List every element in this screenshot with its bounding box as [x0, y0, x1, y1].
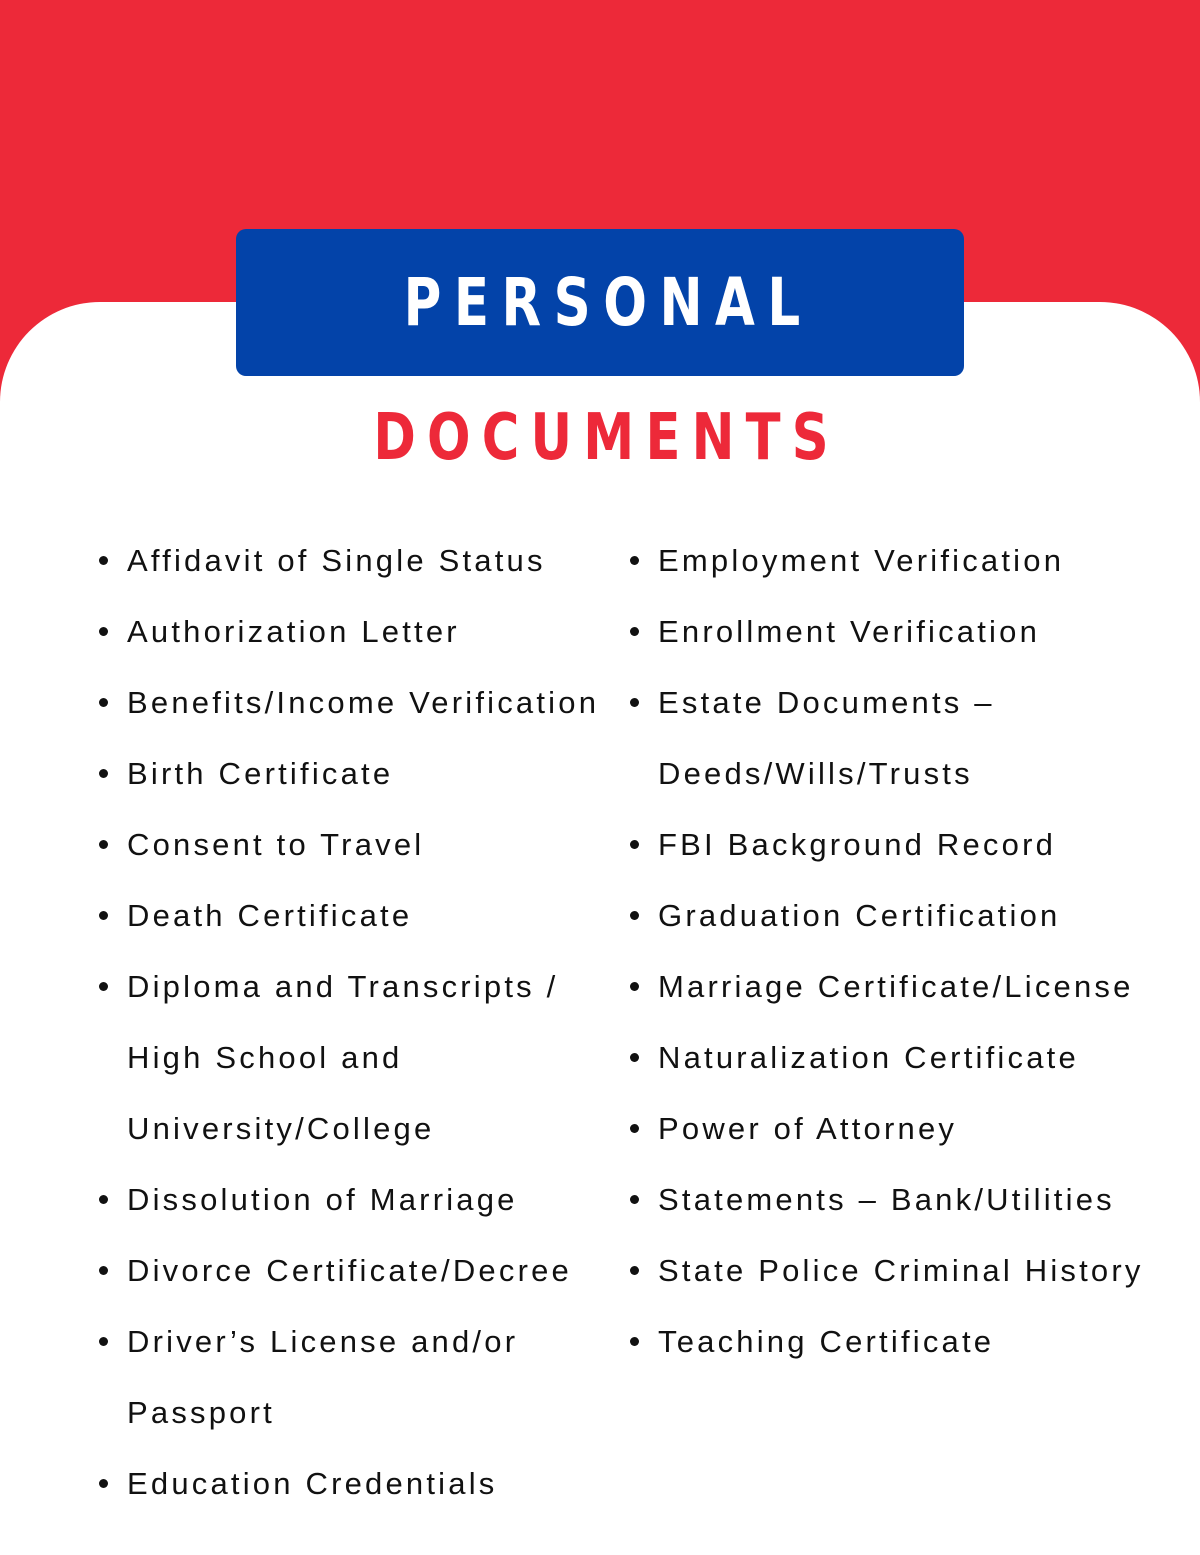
list-item	[627, 809, 1187, 880]
list-item	[96, 1306, 616, 1448]
bullet-icon	[630, 1124, 639, 1133]
list-item-text: Estate Documents –	[658, 685, 995, 720]
list-item-text: Benefits/Income Verification	[127, 685, 600, 720]
list-item-text: Driver’s License and/or	[127, 1324, 519, 1359]
page-subtitle-text: DOCUMENTS	[373, 401, 841, 475]
list-item	[627, 525, 1187, 596]
bullet-icon	[99, 698, 108, 707]
document-list-left	[96, 525, 616, 1519]
list-item-text: FBI Background Record	[658, 827, 1057, 862]
list-item-text: Deeds/Wills/Trusts	[658, 756, 973, 791]
list-item-text: Consent to Travel	[127, 827, 425, 862]
list-item	[96, 809, 616, 880]
list-item-text: Dissolution of Marriage	[127, 1182, 518, 1217]
list-item	[627, 1164, 1187, 1235]
list-item-text: High School and	[127, 1040, 403, 1075]
bullet-icon	[630, 1053, 639, 1062]
bullet-icon	[630, 556, 639, 565]
list-item	[627, 1022, 1187, 1093]
bullet-icon	[630, 627, 639, 636]
list-item-text: Power of Attorney	[658, 1111, 958, 1146]
bullet-icon	[630, 1195, 639, 1204]
bullet-icon	[630, 911, 639, 920]
list-item-text: Passport	[127, 1395, 275, 1430]
bullet-icon	[630, 1337, 639, 1346]
list-item-text: Statements – Bank/Utilities	[658, 1182, 1115, 1217]
list-item-text: Diploma and Transcripts /	[127, 969, 559, 1004]
bullet-icon	[99, 982, 108, 991]
list-item	[627, 1093, 1187, 1164]
list-item-text: Birth Certificate	[127, 756, 394, 791]
list-item	[627, 667, 1187, 809]
bullet-icon	[630, 982, 639, 991]
list-item	[627, 951, 1187, 1022]
bullet-icon	[99, 627, 108, 636]
list-item-text: Naturalization Certificate	[658, 1040, 1079, 1075]
list-item	[96, 880, 616, 951]
list-item-text: Marriage Certificate/License	[658, 969, 1134, 1004]
list-item	[96, 596, 616, 667]
list-item	[96, 525, 616, 596]
list-item-text: Graduation Certification	[658, 898, 1061, 933]
list-item	[627, 596, 1187, 667]
bullet-icon	[630, 1266, 639, 1275]
list-item	[96, 667, 616, 738]
list-item-text: Employment Verification	[658, 543, 1065, 578]
list-item-text: Teaching Certificate	[658, 1324, 995, 1359]
list-item-text: Enrollment Verification	[658, 614, 1041, 649]
document-list-right	[627, 525, 1187, 1377]
page-title: PERSONAL	[403, 263, 813, 341]
list-item	[627, 1306, 1187, 1377]
bullet-icon	[99, 840, 108, 849]
list-item	[96, 738, 616, 809]
list-item-text: Authorization Letter	[127, 614, 460, 649]
bullet-icon	[99, 1337, 108, 1346]
list-item	[96, 1235, 616, 1306]
list-item	[96, 951, 616, 1164]
list-item	[96, 1448, 616, 1519]
list-item-text: Death Certificate	[127, 898, 413, 933]
bullet-icon	[99, 1479, 108, 1488]
bullet-icon	[630, 840, 639, 849]
list-item	[96, 1164, 616, 1235]
list-item	[627, 880, 1187, 951]
bullet-icon	[99, 1266, 108, 1275]
list-item	[627, 1235, 1187, 1306]
list-item-text: Divorce Certificate/Decree	[127, 1253, 572, 1288]
bullet-icon	[630, 698, 639, 707]
list-item-text: Education Credentials	[127, 1466, 498, 1501]
list-item-text: University/College	[127, 1111, 435, 1146]
page-subtitle	[0, 400, 1200, 476]
bullet-icon	[99, 911, 108, 920]
list-item-text: State Police Criminal History	[658, 1253, 1144, 1288]
bullet-icon	[99, 556, 108, 565]
list-item-text: Affidavit of Single Status	[127, 543, 546, 578]
title-box	[236, 229, 964, 376]
bullet-icon	[99, 769, 108, 778]
bullet-icon	[99, 1195, 108, 1204]
